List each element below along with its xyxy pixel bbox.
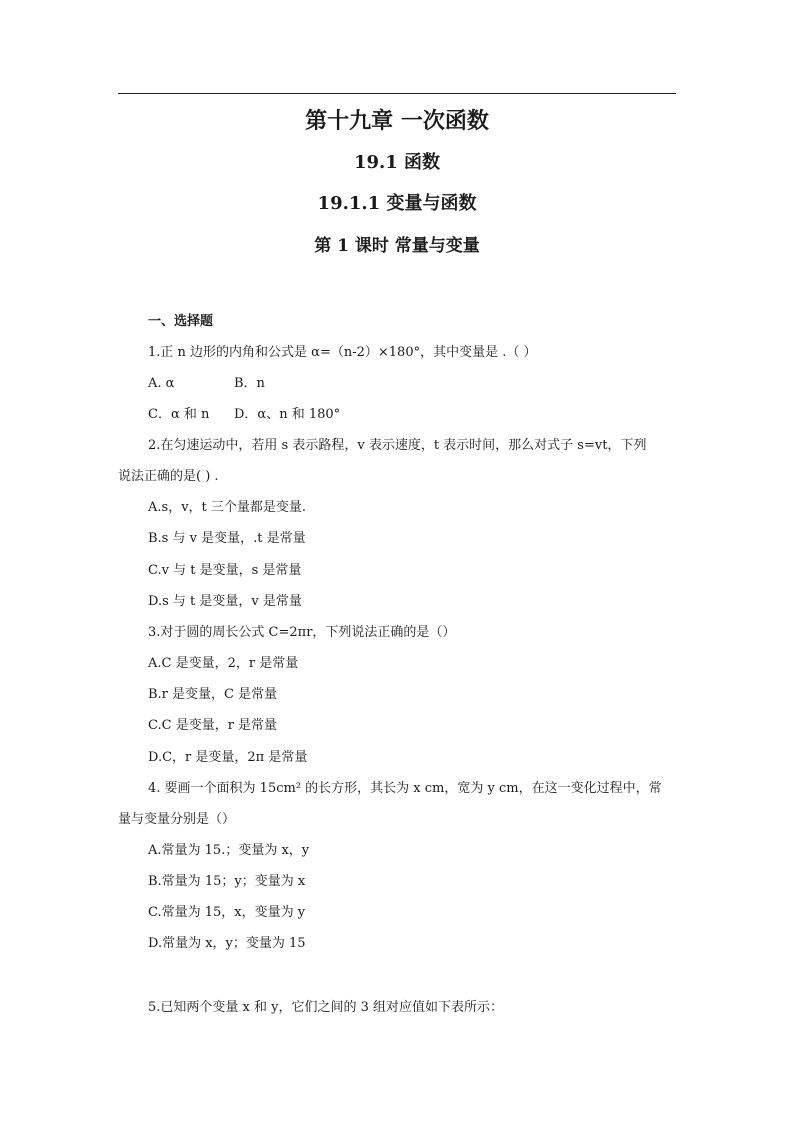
q1-option-d: D．α、n 和 180° — [234, 407, 341, 422]
q3-option-d: D.C，r 是变量，2π 是常量 — [148, 750, 308, 765]
lesson-title: 第 1 课时 常量与变量 — [314, 236, 480, 256]
q5-stem: 5.已知两个变量 x 和 y，它们之间的 3 组对应值如下表所示： — [148, 1000, 504, 1015]
q2-option-a: A.s，v，t 三个量都是变量. — [148, 500, 307, 515]
q2-option-c: C.v 与 t 是变量，s 是常量 — [148, 563, 302, 578]
q1-option-c: C．α 和 n — [148, 407, 210, 422]
q4-option-a: A.常量为 15.；变量为 x，y — [148, 843, 310, 858]
q1-option-b: B．n — [234, 376, 265, 391]
choice-section-heading: 一、选择题 — [148, 314, 214, 329]
q3-stem: 3.对于圆的周长公式 C=2πr，下列说法正确的是（） — [148, 625, 456, 640]
q2-stem-line1: 2.在匀速运动中，若用 s 表示路程，v 表示速度，t 表示时间，那么对式子 s=vt，下列 — [148, 438, 647, 453]
q2-option-d: D.s 与 t 是变量，v 是常量 — [148, 594, 302, 609]
q2-stem-line2: 说法正确的是( ) . — [118, 469, 219, 484]
subsection-title: 19.1.1 变量与函数 — [317, 193, 477, 214]
q4-stem-line1: 4. 要画一个面积为 15cm² 的长方形，其长为 x cm，宽为 y cm，在这一变化过程中，常 — [148, 781, 662, 796]
header-rule — [118, 93, 676, 94]
q3-option-b: B.r 是变量，C 是常量 — [148, 687, 278, 702]
q3-option-a: A.C 是变量，2，r 是常量 — [148, 656, 299, 671]
chapter-title: 第十九章 一次函数 — [305, 108, 489, 134]
q4-option-b: B.常量为 15；y；变量为 x — [148, 874, 306, 889]
q4-option-c: C.常量为 15，x，变量为 y — [148, 905, 306, 920]
q3-option-c: C.C 是变量，r 是常量 — [148, 718, 278, 733]
q1-stem: 1.正 n 边形的内角和公式是 α=（n-2）×180°，其中变量是 .（ ） — [148, 345, 537, 360]
q4-stem-line2: 量与变量分别是（） — [118, 812, 236, 827]
q4-option-d: D.常量为 x，y；变量为 15 — [148, 936, 306, 951]
q1-option-a: A. α — [148, 376, 175, 391]
section-title: 19.1 函数 — [353, 152, 441, 173]
q2-option-b: B.s 与 v 是变量，.t 是常量 — [148, 531, 306, 546]
